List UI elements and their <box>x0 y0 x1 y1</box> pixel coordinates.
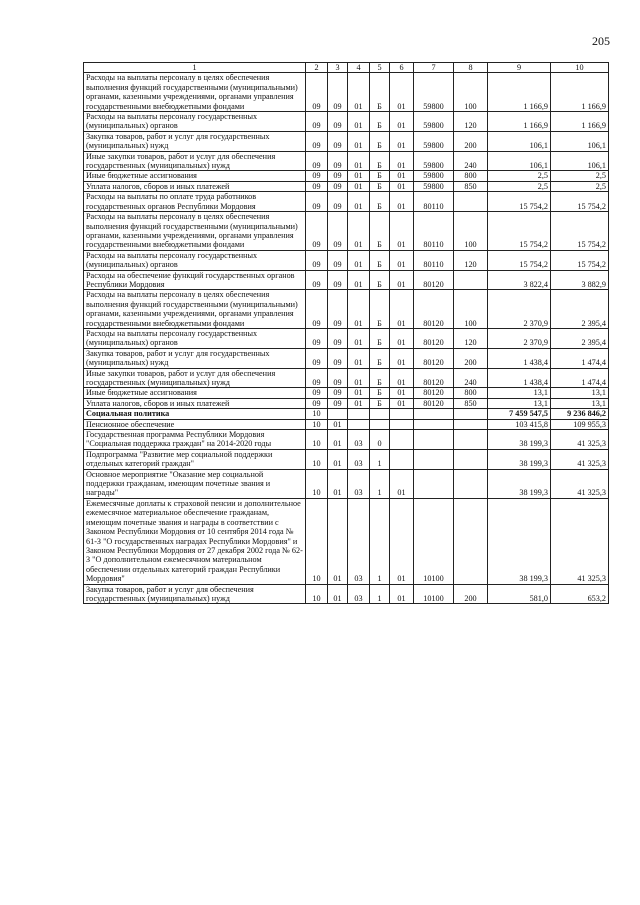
amount-col9-cell: 2,5 <box>488 171 551 181</box>
expense-type-cell: 850 <box>454 398 488 408</box>
row-name-cell: Расходы на обеспечение функций государственных органов Республики Мордовия <box>84 270 306 290</box>
table-row <box>84 151 609 171</box>
section-code-cell: 09 <box>306 388 328 398</box>
row-name-cell: Иные бюджетные ассигнования <box>84 171 306 181</box>
amount-col9-cell: 581,0 <box>488 584 551 604</box>
amount-col9-cell: 106,1 <box>488 151 551 171</box>
program-code-cell: 01 <box>348 181 370 191</box>
program-code-cell: 01 <box>348 131 370 151</box>
section-code-cell: 09 <box>306 290 328 329</box>
section-code-cell: 09 <box>306 348 328 368</box>
subsection-code-cell: 01 <box>328 584 348 604</box>
subprogram-code-cell: Б <box>370 131 390 151</box>
measure-code-cell: 01 <box>390 498 414 584</box>
subsection-code-cell: 01 <box>328 469 348 498</box>
direction-code-cell: 59800 <box>414 131 454 151</box>
direction-code-cell: 80110 <box>414 192 454 212</box>
section-code-cell: 09 <box>306 181 328 191</box>
program-code-cell: 01 <box>348 250 370 270</box>
amount-col10-cell: 2 395,4 <box>551 328 609 348</box>
subsection-code-cell: 09 <box>328 73 348 112</box>
subsection-code-cell: 09 <box>328 290 348 329</box>
section-code-cell: 09 <box>306 171 328 181</box>
subprogram-code-cell: Б <box>370 73 390 112</box>
amount-col10-cell: 1 474,4 <box>551 348 609 368</box>
expense-type-cell <box>454 449 488 469</box>
amount-col9-cell: 1 438,4 <box>488 368 551 388</box>
section-code-cell: 10 <box>306 498 328 584</box>
expense-type-cell: 240 <box>454 151 488 171</box>
expense-type-cell: 100 <box>454 290 488 329</box>
program-code-cell <box>348 419 370 429</box>
row-name-cell: Расходы на выплаты персоналу в целях обеспечения выполнения функций государственными (муниципальными) органами, казенными учреждениями, органами управления государственными внебюджетными фондами <box>84 73 306 112</box>
row-name-cell: Расходы на выплаты персоналу государственных (муниципальных) органов <box>84 250 306 270</box>
program-code-cell: 01 <box>348 398 370 408</box>
subprogram-code-cell: Б <box>370 250 390 270</box>
row-name-cell: Закупка товаров, работ и услуг для государственных (муниципальных) нужд <box>84 131 306 151</box>
expense-type-cell: 200 <box>454 131 488 151</box>
direction-code-cell: 59800 <box>414 112 454 132</box>
expense-type-cell: 850 <box>454 181 488 191</box>
section-code-cell: 09 <box>306 151 328 171</box>
amount-col9-cell: 7 459 547,5 <box>488 409 551 419</box>
subprogram-code-cell: Б <box>370 192 390 212</box>
section-code-cell: 09 <box>306 112 328 132</box>
subsection-code-cell: 09 <box>328 250 348 270</box>
program-code-cell: 03 <box>348 469 370 498</box>
amount-col9-cell: 1 166,9 <box>488 73 551 112</box>
program-code-cell: 01 <box>348 171 370 181</box>
direction-code-cell: 80120 <box>414 388 454 398</box>
subsection-code-cell: 09 <box>328 181 348 191</box>
section-code-cell: 09 <box>306 250 328 270</box>
program-code-cell: 01 <box>348 270 370 290</box>
measure-code-cell: 01 <box>390 584 414 604</box>
program-code-cell: 03 <box>348 449 370 469</box>
subprogram-code-cell: Б <box>370 270 390 290</box>
expense-type-cell <box>454 409 488 419</box>
amount-col10-cell: 41 325,3 <box>551 498 609 584</box>
table-row <box>84 328 609 348</box>
direction-code-cell: 80110 <box>414 250 454 270</box>
direction-code-cell <box>414 419 454 429</box>
amount-col9-cell: 38 199,3 <box>488 498 551 584</box>
amount-col9-cell: 3 822,4 <box>488 270 551 290</box>
measure-code-cell: 01 <box>390 73 414 112</box>
measure-code-cell: 01 <box>390 171 414 181</box>
measure-code-cell: 01 <box>390 368 414 388</box>
amount-col9-cell: 13,1 <box>488 388 551 398</box>
subprogram-code-cell: 1 <box>370 449 390 469</box>
subsection-code-cell: 09 <box>328 112 348 132</box>
program-code-cell: 01 <box>348 112 370 132</box>
row-name-cell: Пенсионное обеспечение <box>84 419 306 429</box>
expense-type-cell: 800 <box>454 388 488 398</box>
row-name-cell: Государственная программа Республики Мордовия "Социальная поддержка граждан" на 2014-2020 годы <box>84 430 306 450</box>
expense-type-cell <box>454 430 488 450</box>
section-code-cell: 09 <box>306 73 328 112</box>
expense-type-cell: 120 <box>454 250 488 270</box>
subsection-code-cell: 09 <box>328 368 348 388</box>
amount-col10-cell: 41 325,3 <box>551 469 609 498</box>
amount-col10-cell: 1 474,4 <box>551 368 609 388</box>
table-row <box>84 73 609 112</box>
section-code-cell: 10 <box>306 419 328 429</box>
expense-type-cell: 100 <box>454 212 488 251</box>
subsection-code-cell: 01 <box>328 498 348 584</box>
row-name-cell: Закупка товаров, работ и услуг для государственных (муниципальных) нужд <box>84 348 306 368</box>
row-name-cell: Расходы на выплаты персоналу в целях обеспечения выполнения функций государственными (муниципальными) органами, казенными учреждениями, органами управления государственными внебюджетными фондами <box>84 290 306 329</box>
subprogram-code-cell: Б <box>370 368 390 388</box>
amount-col9-cell: 2,5 <box>488 181 551 191</box>
measure-code-cell <box>390 409 414 419</box>
subprogram-code-cell: Б <box>370 398 390 408</box>
subsection-code-cell: 09 <box>328 270 348 290</box>
program-code-cell: 01 <box>348 212 370 251</box>
table-row <box>84 469 609 498</box>
row-name-cell: Основное мероприятие "Оказание мер социальной поддержки гражданам, имеющим почетные звания и награды" <box>84 469 306 498</box>
direction-code-cell: 59800 <box>414 151 454 171</box>
table-row <box>84 212 609 251</box>
direction-code-cell: 10100 <box>414 498 454 584</box>
subprogram-code-cell: Б <box>370 151 390 171</box>
amount-col10-cell: 2,5 <box>551 181 609 191</box>
subprogram-code-cell: Б <box>370 112 390 132</box>
expense-type-cell: 120 <box>454 112 488 132</box>
row-name-cell: Уплата налогов, сборов и иных платежей <box>84 181 306 191</box>
header-cell: 6 <box>390 63 414 73</box>
section-code-cell: 10 <box>306 409 328 419</box>
program-code-cell: 01 <box>348 348 370 368</box>
section-code-cell: 09 <box>306 131 328 151</box>
subsection-code-cell: 09 <box>328 388 348 398</box>
row-name-cell: Социальная политика <box>84 409 306 419</box>
subsection-code-cell: 09 <box>328 328 348 348</box>
table-row <box>84 131 609 151</box>
measure-code-cell <box>390 430 414 450</box>
table-row <box>84 290 609 329</box>
section-code-cell: 09 <box>306 328 328 348</box>
direction-code-cell <box>414 430 454 450</box>
header-cell: 5 <box>370 63 390 73</box>
amount-col9-cell: 1 438,4 <box>488 348 551 368</box>
table-row <box>84 270 609 290</box>
table-row <box>84 192 609 212</box>
section-code-cell: 09 <box>306 270 328 290</box>
section-code-cell: 09 <box>306 212 328 251</box>
subsection-code-cell: 09 <box>328 398 348 408</box>
direction-code-cell: 80120 <box>414 290 454 329</box>
section-code-cell: 09 <box>306 368 328 388</box>
row-name-cell: Иные закупки товаров, работ и услуг для обеспечения государственных (муниципальных) нужд <box>84 151 306 171</box>
table-row <box>84 112 609 132</box>
expense-type-cell <box>454 498 488 584</box>
row-name-cell: Расходы на выплаты по оплате труда работников государственных органов Республики Мордовия <box>84 192 306 212</box>
row-name-cell: Расходы на выплаты персоналу государственных (муниципальных) органов <box>84 112 306 132</box>
row-name-cell: Расходы на выплаты персоналу государственных (муниципальных) органов <box>84 328 306 348</box>
amount-col10-cell: 41 325,3 <box>551 449 609 469</box>
section-code-cell: 10 <box>306 449 328 469</box>
budget-table <box>83 62 609 604</box>
amount-col9-cell: 38 199,3 <box>488 449 551 469</box>
program-code-cell: 03 <box>348 584 370 604</box>
program-code-cell: 01 <box>348 328 370 348</box>
table-row <box>84 348 609 368</box>
direction-code-cell: 80120 <box>414 328 454 348</box>
header-cell: 7 <box>414 63 454 73</box>
table-row <box>84 449 609 469</box>
program-code-cell: 03 <box>348 498 370 584</box>
page-number: 205 <box>592 34 610 48</box>
amount-col9-cell: 103 415,8 <box>488 419 551 429</box>
amount-col10-cell: 106,1 <box>551 151 609 171</box>
measure-code-cell: 01 <box>390 212 414 251</box>
measure-code-cell: 01 <box>390 328 414 348</box>
expense-type-cell: 100 <box>454 73 488 112</box>
subprogram-code-cell: Б <box>370 212 390 251</box>
direction-code-cell <box>414 469 454 498</box>
amount-col10-cell: 2,5 <box>551 171 609 181</box>
subprogram-code-cell: Б <box>370 348 390 368</box>
direction-code-cell: 10100 <box>414 584 454 604</box>
amount-col9-cell: 106,1 <box>488 131 551 151</box>
amount-col10-cell: 9 236 846,2 <box>551 409 609 419</box>
expense-type-cell <box>454 192 488 212</box>
expense-type-cell: 200 <box>454 584 488 604</box>
direction-code-cell: 80110 <box>414 212 454 251</box>
table-row <box>84 398 609 408</box>
expense-type-cell <box>454 270 488 290</box>
direction-code-cell: 59800 <box>414 171 454 181</box>
table-row <box>84 430 609 450</box>
measure-code-cell: 01 <box>390 270 414 290</box>
section-code-cell: 09 <box>306 192 328 212</box>
header-cell: 3 <box>328 63 348 73</box>
amount-col10-cell: 1 166,9 <box>551 112 609 132</box>
amount-col10-cell: 15 754,2 <box>551 250 609 270</box>
direction-code-cell: 80120 <box>414 398 454 408</box>
table-row <box>84 250 609 270</box>
table-row <box>84 171 609 181</box>
expense-type-cell <box>454 469 488 498</box>
subprogram-code-cell: 1 <box>370 469 390 498</box>
expense-type-cell: 800 <box>454 171 488 181</box>
subsection-code-cell: 09 <box>328 212 348 251</box>
amount-col10-cell: 15 754,2 <box>551 192 609 212</box>
subprogram-code-cell: Б <box>370 171 390 181</box>
header-cell: 8 <box>454 63 488 73</box>
subsection-code-cell: 01 <box>328 430 348 450</box>
program-code-cell: 01 <box>348 290 370 329</box>
measure-code-cell: 01 <box>390 398 414 408</box>
row-name-cell: Ежемесячные доплаты к страховой пенсии и дополнительное ежемесячное материальное обеспечение гражданам, имеющим почетные звания и награды в соответствии с Законом Республики Мордовия от 10 сентября 2014 года № 61-З "О государственных наградах Республики Мордовия" и Законом Республики Мордовия от 27 декабря 2002 года № 62-З "О дополнительном ежемесячном материальном обеспечении отдельных категорий граждан Республики Мордовия" <box>84 498 306 584</box>
subprogram-code-cell: Б <box>370 181 390 191</box>
subprogram-code-cell: Б <box>370 388 390 398</box>
table-row <box>84 368 609 388</box>
row-name-cell: Уплата налогов, сборов и иных платежей <box>84 398 306 408</box>
header-cell: 10 <box>551 63 609 73</box>
program-code-cell: 01 <box>348 388 370 398</box>
expense-type-cell: 120 <box>454 328 488 348</box>
subprogram-code-cell: Б <box>370 328 390 348</box>
amount-col9-cell: 38 199,3 <box>488 430 551 450</box>
expense-type-cell: 240 <box>454 368 488 388</box>
table-row <box>84 584 609 604</box>
subprogram-code-cell: 1 <box>370 498 390 584</box>
subsection-code-cell: 09 <box>328 131 348 151</box>
table-row <box>84 409 609 419</box>
subprogram-code-cell <box>370 409 390 419</box>
direction-code-cell: 80120 <box>414 368 454 388</box>
measure-code-cell <box>390 419 414 429</box>
measure-code-cell: 01 <box>390 250 414 270</box>
subprogram-code-cell <box>370 419 390 429</box>
row-name-cell: Иные бюджетные ассигнования <box>84 388 306 398</box>
amount-col9-cell: 38 199,3 <box>488 469 551 498</box>
measure-code-cell: 01 <box>390 131 414 151</box>
expense-type-cell: 200 <box>454 348 488 368</box>
row-name-cell: Иные закупки товаров, работ и услуг для обеспечения государственных (муниципальных) нужд <box>84 368 306 388</box>
table-row <box>84 181 609 191</box>
expense-type-cell <box>454 419 488 429</box>
amount-col9-cell: 1 166,9 <box>488 112 551 132</box>
section-code-cell: 10 <box>306 584 328 604</box>
subprogram-code-cell: 0 <box>370 430 390 450</box>
program-code-cell: 01 <box>348 151 370 171</box>
subsection-code-cell: 01 <box>328 419 348 429</box>
direction-code-cell: 80120 <box>414 270 454 290</box>
header-cell: 2 <box>306 63 328 73</box>
amount-col9-cell: 15 754,2 <box>488 250 551 270</box>
direction-code-cell <box>414 409 454 419</box>
subsection-code-cell: 09 <box>328 151 348 171</box>
measure-code-cell: 01 <box>390 348 414 368</box>
measure-code-cell: 01 <box>390 388 414 398</box>
table-row <box>84 419 609 429</box>
measure-code-cell: 01 <box>390 192 414 212</box>
amount-col9-cell: 13,1 <box>488 398 551 408</box>
measure-code-cell: 01 <box>390 290 414 329</box>
subprogram-code-cell: Б <box>370 290 390 329</box>
measure-code-cell: 01 <box>390 181 414 191</box>
amount-col10-cell: 653,2 <box>551 584 609 604</box>
amount-col9-cell: 2 370,9 <box>488 328 551 348</box>
amount-col10-cell: 109 955,3 <box>551 419 609 429</box>
header-cell: 4 <box>348 63 370 73</box>
header-row <box>84 63 609 73</box>
direction-code-cell <box>414 449 454 469</box>
section-code-cell: 10 <box>306 430 328 450</box>
amount-col10-cell: 3 882,9 <box>551 270 609 290</box>
section-code-cell: 10 <box>306 469 328 498</box>
subsection-code-cell: 09 <box>328 348 348 368</box>
measure-code-cell: 01 <box>390 151 414 171</box>
subsection-code-cell: 09 <box>328 192 348 212</box>
amount-col10-cell: 15 754,2 <box>551 212 609 251</box>
subsection-code-cell: 01 <box>328 449 348 469</box>
measure-code-cell: 01 <box>390 112 414 132</box>
program-code-cell: 03 <box>348 430 370 450</box>
table-row <box>84 498 609 584</box>
table-row <box>84 388 609 398</box>
direction-code-cell: 80120 <box>414 348 454 368</box>
amount-col10-cell: 2 395,4 <box>551 290 609 329</box>
amount-col9-cell: 15 754,2 <box>488 212 551 251</box>
header-cell: 9 <box>488 63 551 73</box>
header-cell: 1 <box>84 63 306 73</box>
amount-col10-cell: 106,1 <box>551 131 609 151</box>
direction-code-cell: 59800 <box>414 73 454 112</box>
subprogram-code-cell: 1 <box>370 584 390 604</box>
row-name-cell: Подпрограмма "Развитие мер социальной поддержки отдельных категорий граждан" <box>84 449 306 469</box>
subsection-code-cell <box>328 409 348 419</box>
amount-col10-cell: 1 166,9 <box>551 73 609 112</box>
amount-col9-cell: 2 370,9 <box>488 290 551 329</box>
amount-col9-cell: 15 754,2 <box>488 192 551 212</box>
subsection-code-cell: 09 <box>328 171 348 181</box>
program-code-cell: 01 <box>348 192 370 212</box>
program-code-cell: 01 <box>348 368 370 388</box>
direction-code-cell: 59800 <box>414 181 454 191</box>
amount-col10-cell: 13,1 <box>551 388 609 398</box>
amount-col10-cell: 13,1 <box>551 398 609 408</box>
measure-code-cell: 01 <box>390 469 414 498</box>
amount-col10-cell: 41 325,3 <box>551 430 609 450</box>
row-name-cell: Расходы на выплаты персоналу в целях обеспечения выполнения функций государственными (муниципальными) органами, казенными учреждениями, органами управления государственными внебюджетными фондами <box>84 212 306 251</box>
program-code-cell <box>348 409 370 419</box>
program-code-cell: 01 <box>348 73 370 112</box>
row-name-cell: Закупка товаров, работ и услуг для обеспечения государственных (муниципальных) нужд <box>84 584 306 604</box>
measure-code-cell <box>390 449 414 469</box>
section-code-cell: 09 <box>306 398 328 408</box>
